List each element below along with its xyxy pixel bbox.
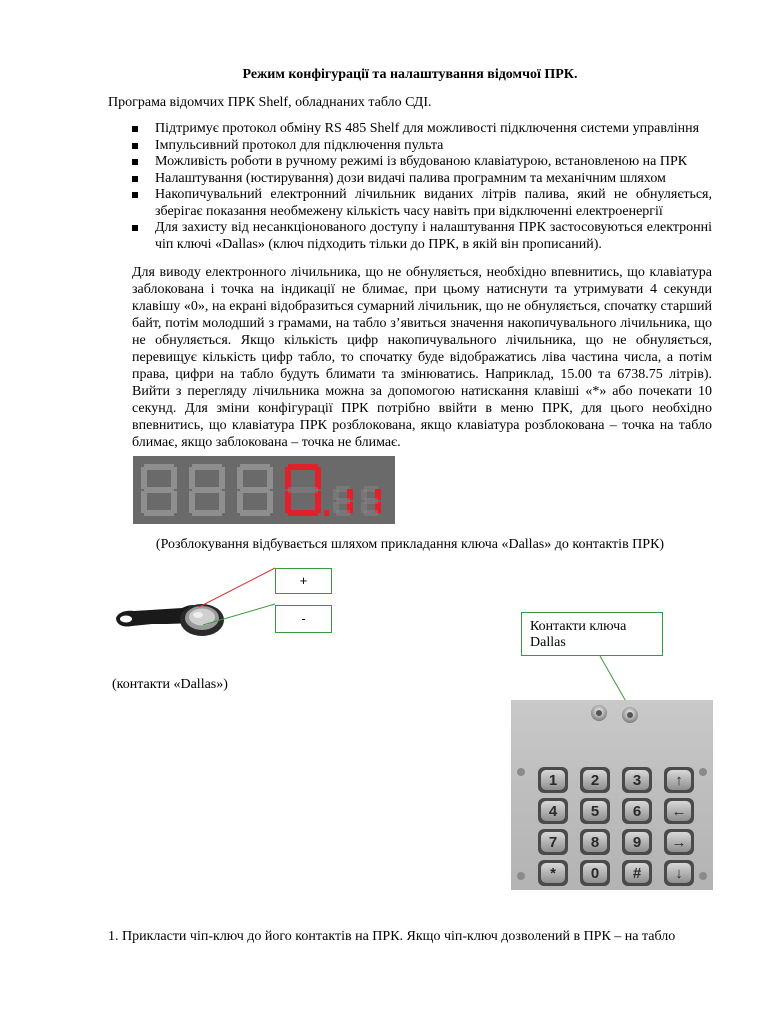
plus-contact-label: + [275,568,332,594]
keypad-key [538,829,568,855]
feature-item: Накопичувальний електронний лічильник виданих літрів палива, який не обнуляється, зберігає показання необмежену кількість часу навіть при відключенні електроенергії [108,187,712,220]
seven-segment-display-photo [133,456,395,524]
keypad-key [664,860,694,886]
dallas-key-fob-photo [112,578,232,648]
svg-text:3: 3 [632,772,642,789]
feature-item: Можливість роботи в ручному режимі із вбудованою клавіатурою, встановленою на ПРК [108,154,712,171]
svg-text:2: 2 [590,772,600,789]
keypad-key [580,860,610,886]
svg-text:8: 8 [590,834,600,851]
keypad-key [580,798,610,824]
intro-text: Програма відомчих ПРК Shelf, обладнаних табло СДІ. [108,95,432,110]
keypad-key [622,860,652,886]
display-digit [361,486,381,516]
keypad-key [580,829,610,855]
keypad-key [622,798,652,824]
svg-text:↓: ↓ [675,865,683,882]
svg-text:→: → [671,834,687,851]
svg-text:6: 6 [632,803,642,820]
keypad-panel-photo [511,700,713,890]
feature-item: Налаштування (юстирування) дози видачі палива програмним та механічним шляхом [108,171,712,188]
svg-text:4: 4 [548,803,558,820]
keypad-key [538,860,568,886]
keypad-key [664,767,694,793]
keypad-key [664,829,694,855]
keypad-key [538,767,568,793]
svg-text:7: 7 [548,834,558,851]
dallas-contacts-caption: (контакти «Dallas») [112,677,228,692]
keypad-key [622,767,652,793]
svg-text:1: 1 [548,772,558,789]
svg-text:9: 9 [632,834,642,851]
key-contacts-callout: Контакти ключа Dallas [521,612,663,656]
document-title: Режим конфігурації та налаштування відомчої ПРК. [242,67,578,82]
display-digit [333,486,353,516]
svg-text:5: 5 [590,803,600,820]
feature-item: Імпульсивний протокол для підключення пульта [108,138,712,155]
feature-item: Для захисту від несанкціонованого доступу і налаштування ПРК застосовуються електронні чіп ключі «Dallas» (ключ підходить тільки до ПРК, в якій він прописаний). [108,220,712,253]
svg-text:↑: ↑ [675,772,683,789]
unlock-caption: (Розблокування відбувається шляхом прикладання ключа «Dallas» до контактів ПРК) [155,537,665,552]
minus-contact-label: - [275,605,332,633]
svg-text:0: 0 [590,865,600,882]
svg-text:←: ← [671,803,687,820]
keypad-key [664,798,694,824]
svg-text:*: * [550,865,556,882]
feature-list [108,121,712,253]
svg-text:#: # [632,865,642,882]
keypad-key [580,767,610,793]
keypad-key [538,798,568,824]
feature-item: Підтримує протокол обміну RS 485 Shelf для можливості підключення системи управління [108,121,712,138]
counter-instructions-paragraph: Для виводу електронного лічильника, що не обнуляється, необхідно впевнитись, що клавіатура заблокована і точка на індикації не блимає, при цьому натиснути та утримувати 4 секунди клавішу «0», на екрані відобразиться сумарний лічильник, що не обнуляється, спочатку старший байт, потім молодший з грамами, на табло з’явиться значення накопичувального лічильника, що не обнуляється. Якщо кількість цифр накопичувального лічильника, що не обнуляється, перевищує кількість цифр табло, то спочатку буде відображатись ліва частина числа, а потім права, цифри на табло будуть блимати та змінюватись. Наприклад, 15.00 та 6738.75 літрів). Вийти з перегляду лічильника можна за допомогою натискання клавіші «*» або почекати 10 секунд. Для зміни конфігурації ПРК потрібно ввійти в меню ПРК, для цього необхідно впевнитись, що клавіатура ПРК розблокована, якщо клавіатура розблокована – точка на табло блимає, якщо заблокована – точка не блимає. [132,265,712,450]
step-1-text: 1. Прикласти чіп-ключ до його контактів на ПРК. Якщо чіп-ключ дозволений в ПРК – на табло [108,929,676,944]
keypad-key [622,829,652,855]
